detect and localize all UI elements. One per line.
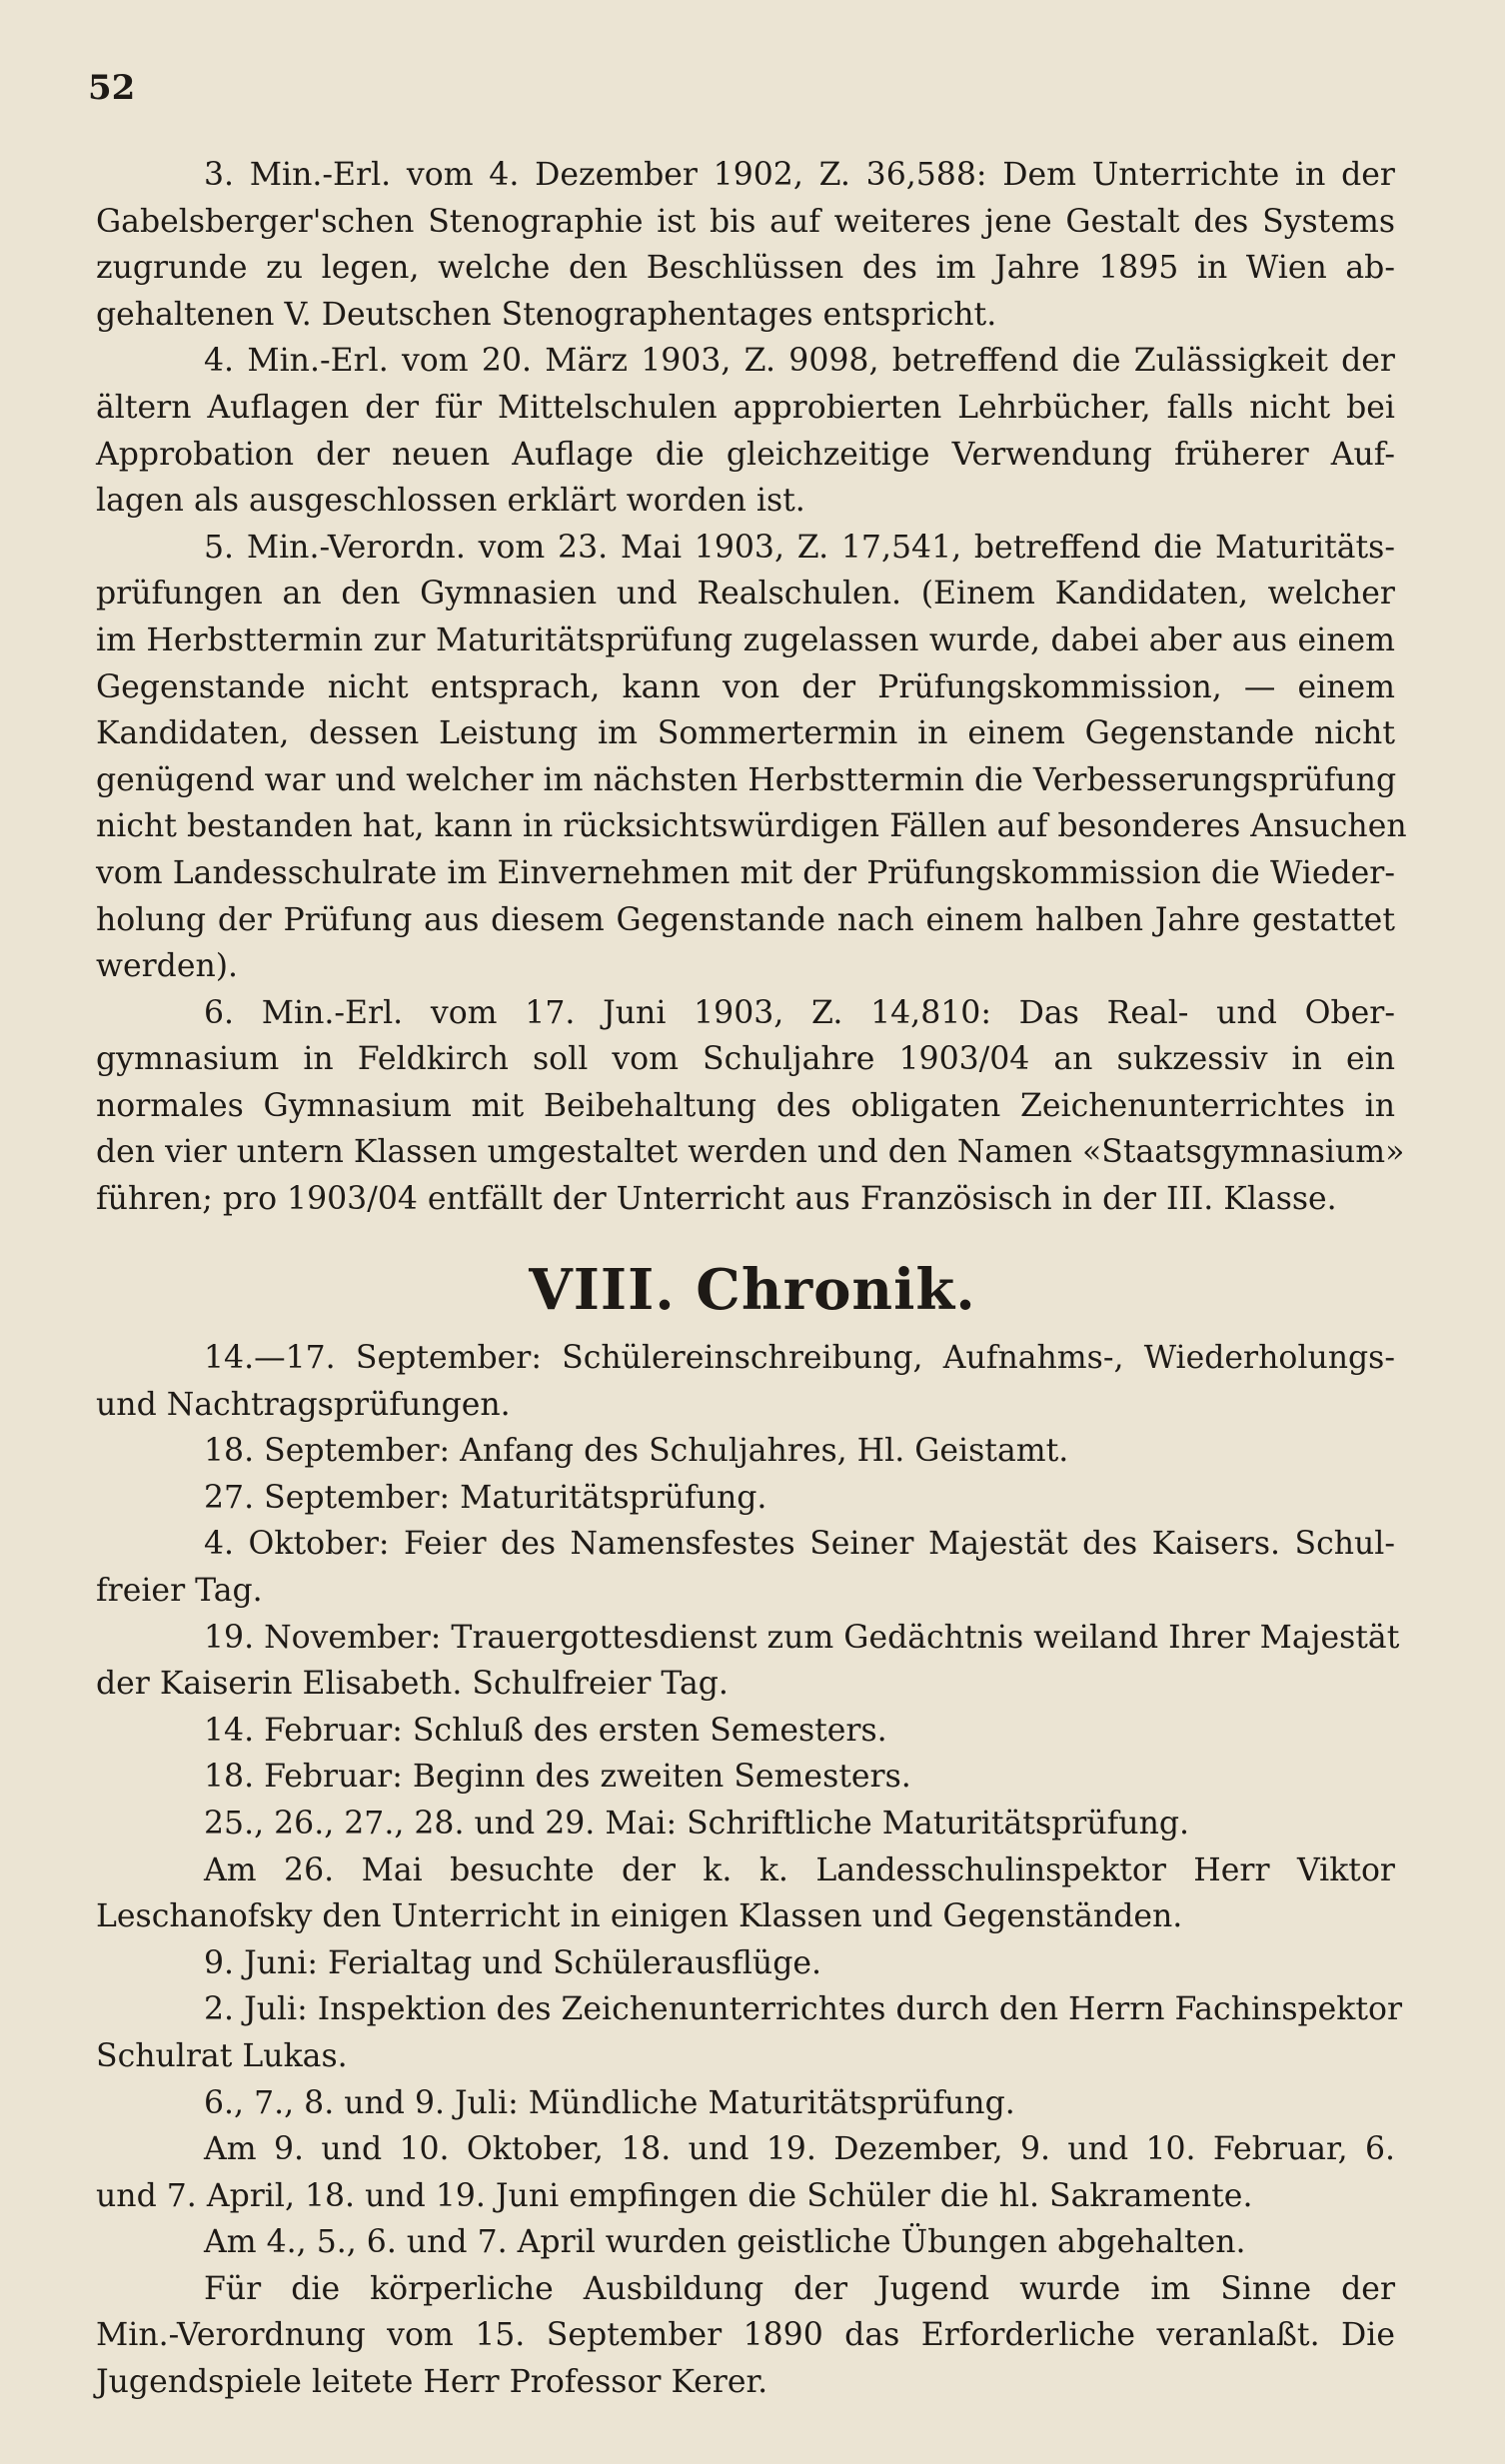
text-line: normales Gymnasium mit Beibehaltung des obligaten Zeichenunterrichtes in	[96, 1087, 1395, 1124]
text-line: 6. Min.-Erl. vom 17. Juni 1903, Z. 14,810: Das Real- und Ober-	[204, 994, 1395, 1031]
text-line: 2. Juli: Inspektion des Zeichenunterrichtes durch den Herrn Fachinspektor	[204, 1991, 1403, 2028]
chronicle-section	[96, 1335, 1403, 2406]
chronicle-entry	[96, 1335, 1395, 1428]
text-line: 18. Februar: Beginn des zweiten Semesters.	[204, 1759, 911, 1796]
chronicle-entry	[96, 1521, 1395, 1614]
text-line: Min.-Verordnung vom 15. September 1890 das Erforderliche veranlaßt. Die	[96, 2317, 1395, 2354]
chronicle-entry	[96, 1475, 1395, 1522]
chronicle-entry	[96, 1615, 1400, 1708]
text-line: führen; pro 1903/04 entfällt der Unterricht aus Französisch in der III. Klasse.	[96, 1181, 1337, 1218]
chronicle-entry	[96, 1940, 1395, 1987]
text-line: Gegenstande nicht entsprach, kann von der Prüfungskommission, — einem	[96, 668, 1395, 705]
chronicle-entry	[96, 2219, 1395, 2266]
text-line: genügend war und welcher im nächsten Herbsttermin die Verbesserungsprüfung	[96, 761, 1397, 798]
text-line: 6., 7., 8. und 9. Juli: Mündliche Maturitätsprüfung.	[204, 2084, 1015, 2121]
text-line: 19. November: Trauergottesdienst zum Gedächtnis weiland Ihrer Majestät	[204, 1619, 1400, 1656]
text-line: Für die körperliche Ausbildung der Jugend wurde im Sinne der	[204, 2270, 1395, 2307]
chronicle-entry	[96, 2126, 1395, 2219]
text-line: 14.—17. September: Schülereinschreibung, Aufnahms-, Wiederholungs-	[204, 1340, 1395, 1376]
chronicle-entry	[96, 2266, 1395, 2406]
text-line: nicht bestanden hat, kann in rücksichtswürdigen Fällen auf besonderes Ansuchen	[96, 808, 1407, 845]
text-line: Am 9. und 10. Oktober, 18. und 19. Dezember, 9. und 10. Februar, 6.	[204, 2131, 1395, 2168]
chronicle-entry	[96, 1754, 1395, 1801]
text-line: 4. Min.-Erl. vom 20. März 1903, Z. 9098, betreffend die Zulässigkeit der	[204, 343, 1395, 380]
text-line: ältern Auflagen der für Mittelschulen approbierten Lehrbücher, falls nicht bei	[96, 389, 1395, 426]
text-line: 3. Min.-Erl. vom 4. Dezember 1902, Z. 36,588: Dem Unterrichte in der	[204, 157, 1395, 193]
text-line: und 7. April, 18. und 19. Juni empfingen die Schüler die hl. Sakramente.	[96, 2177, 1253, 2214]
text-line: 27. September: Maturitätsprüfung.	[204, 1479, 767, 1516]
chronicle-entry	[96, 2080, 1395, 2127]
text-line: 4. Oktober: Feier des Namensfestes Seiner Majestät des Kaisers. Schul-	[204, 1526, 1395, 1563]
chronicle-entry	[96, 1801, 1395, 1848]
ordinances-section	[96, 152, 1407, 1223]
text-line: prüfungen an den Gymnasien und Realschulen. (Einem Kandidaten, welcher	[96, 576, 1395, 613]
text-line: holung der Prüfung aus diesem Gegenstande nach einem halben Jahre gestattet	[96, 901, 1395, 938]
text-line: Am 26. Mai besuchte der k. k. Landesschulinspektor Herr Viktor	[204, 1851, 1395, 1888]
text-line: 9. Juni: Ferialtag und Schülerausflüge.	[204, 1944, 822, 1981]
text-line: und Nachtragsprüfungen.	[96, 1386, 511, 1423]
text-line: gymnasium in Feldkirch soll vom Schuljahre 1903/04 an sukzessiv in ein	[96, 1041, 1395, 1078]
text-line: gehaltenen V. Deutschen Stenographentages entspricht.	[96, 296, 997, 333]
text-line: Am 4., 5., 6. und 7. April wurden geistliche Übungen abgehalten.	[204, 2224, 1246, 2261]
text-line: werden).	[96, 948, 239, 985]
text-line: im Herbsttermin zur Maturitätsprüfung zugelassen wurde, dabei aber aus einem	[96, 621, 1395, 658]
text-line: der Kaiserin Elisabeth. Schulfreier Tag.	[96, 1666, 729, 1703]
chronicle-entry	[96, 1708, 1395, 1755]
ordinance-item-4	[96, 338, 1395, 524]
text-line: Schulrat Lukas.	[96, 2037, 348, 2074]
text-line: 18. September: Anfang des Schuljahres, Hl. Geistamt.	[204, 1433, 1069, 1470]
text-line: 14. Februar: Schluß des ersten Semesters.	[204, 1712, 887, 1749]
text-line: 5. Min.-Verordn. vom 23. Mai 1903, Z. 17,541, betreffend die Maturitäts-	[204, 529, 1395, 566]
text-line: Approbation der neuen Auflage die gleichzeitige Verwendung früherer Auf-	[96, 436, 1395, 473]
text-line: vom Landesschulrate im Einvernehmen mit der Prüfungskommission die Wieder-	[96, 854, 1395, 891]
text-line: Leschanofsky den Unterricht in einigen Klassen und Gegenständen.	[96, 1898, 1183, 1935]
ordinance-item-3	[96, 152, 1395, 338]
page-number: 52	[88, 68, 136, 108]
ordinance-item-5	[96, 525, 1407, 990]
ordinance-item-6	[96, 990, 1405, 1223]
chronicle-entry	[96, 1986, 1403, 2079]
chronicle-entry	[96, 1428, 1395, 1475]
text-line: 25., 26., 27., 28. und 29. Mai: Schriftliche Maturitätsprüfung.	[204, 1805, 1190, 1842]
text-line: Gabelsberger'schen Stenographie ist bis auf weiteres jene Gestalt des Systems	[96, 203, 1395, 240]
text-line: zugrunde zu legen, welche den Beschlüssen des im Jahre 1895 in Wien ab-	[96, 250, 1395, 287]
text-line: Kandidaten, dessen Leistung im Sommertermin in einem Gegenstande nicht	[96, 715, 1395, 752]
text-line: Jugendspiele leitete Herr Professor Kerer.	[96, 2364, 768, 2401]
text-line: den vier untern Klassen umgestaltet werden und den Namen «Staatsgymnasium»	[96, 1134, 1405, 1171]
text-line: lagen als ausgeschlossen erklärt worden ist.	[96, 483, 805, 520]
chronicle-entry	[96, 1848, 1395, 1940]
text-line: freier Tag.	[96, 1572, 263, 1609]
section-heading: VIII. Chronik.	[529, 1257, 976, 1323]
